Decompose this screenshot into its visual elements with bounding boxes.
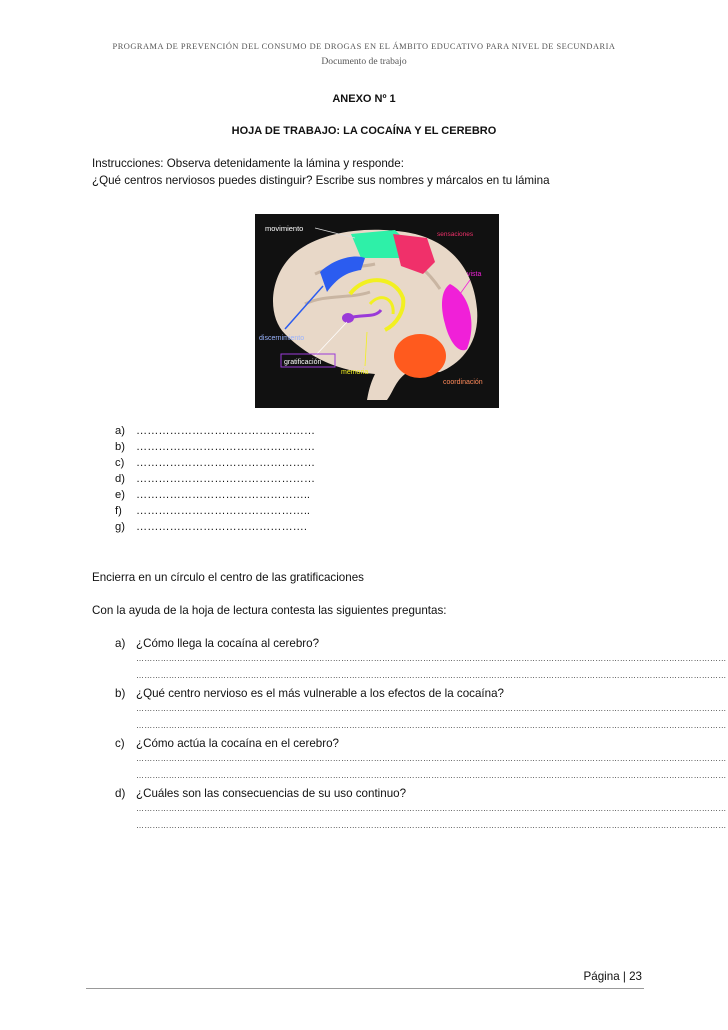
- dotted-answer-line[interactable]: ………………………………………………………………………………………………………………………………………………………………………………………………: [136, 704, 727, 713]
- instructions: Instrucciones: Observa detenidamente la lámina y responde:: [92, 157, 404, 170]
- answer-line-e[interactable]: e) ………………………………………..: [115, 489, 311, 501]
- answer-line-g[interactable]: g) ……………………………………….: [115, 521, 307, 533]
- label-discernimiento: discernimiento: [259, 335, 305, 342]
- label-movimiento: movimiento: [265, 224, 304, 233]
- answer-line-d[interactable]: d) …………………………………………: [115, 473, 315, 485]
- answer-line-b[interactable]: b) …………………………………………: [115, 441, 315, 453]
- answer-line-a[interactable]: a) …………………………………………: [115, 425, 315, 437]
- cerebellum-region: [394, 334, 446, 378]
- label-vista: vista: [467, 271, 482, 278]
- dotted-answer-line[interactable]: ………………………………………………………………………………………………………………………………………………………………………………………………: [136, 821, 727, 830]
- header-subtitle: Documento de trabajo: [321, 56, 407, 67]
- sheet-title: HOJA DE TRABAJO: LA COCAÍNA Y EL CEREBRO: [231, 125, 497, 137]
- question-a: a) ¿Cómo llega la cocaína al cerebro?: [115, 637, 320, 650]
- dotted-answer-line[interactable]: ………………………………………………………………………………………………………………………………………………………………………………………………: [136, 771, 727, 780]
- question-c: c) ¿Cómo actúa la cocaína en el cerebro?: [115, 737, 340, 750]
- dotted-answer-line[interactable]: ………………………………………………………………………………………………………………………………………………………………………………………………: [136, 671, 727, 680]
- answer-line-c[interactable]: c) …………………………………………: [115, 457, 315, 469]
- reading-instruction: Con la ayuda de la hoja de lectura contesta las siguientes preguntas:: [92, 604, 447, 617]
- annex-title: ANEXO Nº 1: [332, 93, 396, 105]
- label-gratificacion: gratificación: [284, 359, 322, 366]
- dotted-answer-line[interactable]: ………………………………………………………………………………………………………………………………………………………………………………………………: [136, 754, 727, 763]
- page-number: Página | 23: [583, 970, 642, 983]
- circle-instruction: Encierra en un círculo el centro de las gratificaciones: [92, 571, 364, 584]
- label-memoria: memoria: [341, 369, 369, 376]
- dotted-answer-line[interactable]: ………………………………………………………………………………………………………………………………………………………………………………………………: [136, 721, 727, 730]
- footer-rule: [86, 988, 644, 989]
- dotted-answer-line[interactable]: ………………………………………………………………………………………………………………………………………………………………………………………………: [136, 804, 727, 813]
- label-sensaciones: sensaciones: [437, 231, 474, 238]
- label-coordinacion: coordinación: [443, 379, 483, 386]
- answer-line-f[interactable]: f) ………………………………………..: [115, 505, 311, 517]
- brain-diagram: [255, 214, 499, 408]
- question-d: d) ¿Cuáles son las consecuencias de su uso continuo?: [115, 787, 407, 800]
- question-b: b) ¿Qué centro nervioso es el más vulnerable a los efectos de la cocaína?: [115, 687, 504, 700]
- header-program: PROGRAMA DE PREVENCIÓN DEL CONSUMO DE DROGAS EN EL ÁMBITO EDUCATIVO PARA NIVEL DE SECUNDARIA: [112, 42, 616, 51]
- question-centers: ¿Qué centros nerviosos puedes distinguir? Escribe sus nombres y márcalos en tu lámina: [92, 174, 550, 187]
- dotted-answer-line[interactable]: ………………………………………………………………………………………………………………………………………………………………………………………………: [136, 654, 727, 663]
